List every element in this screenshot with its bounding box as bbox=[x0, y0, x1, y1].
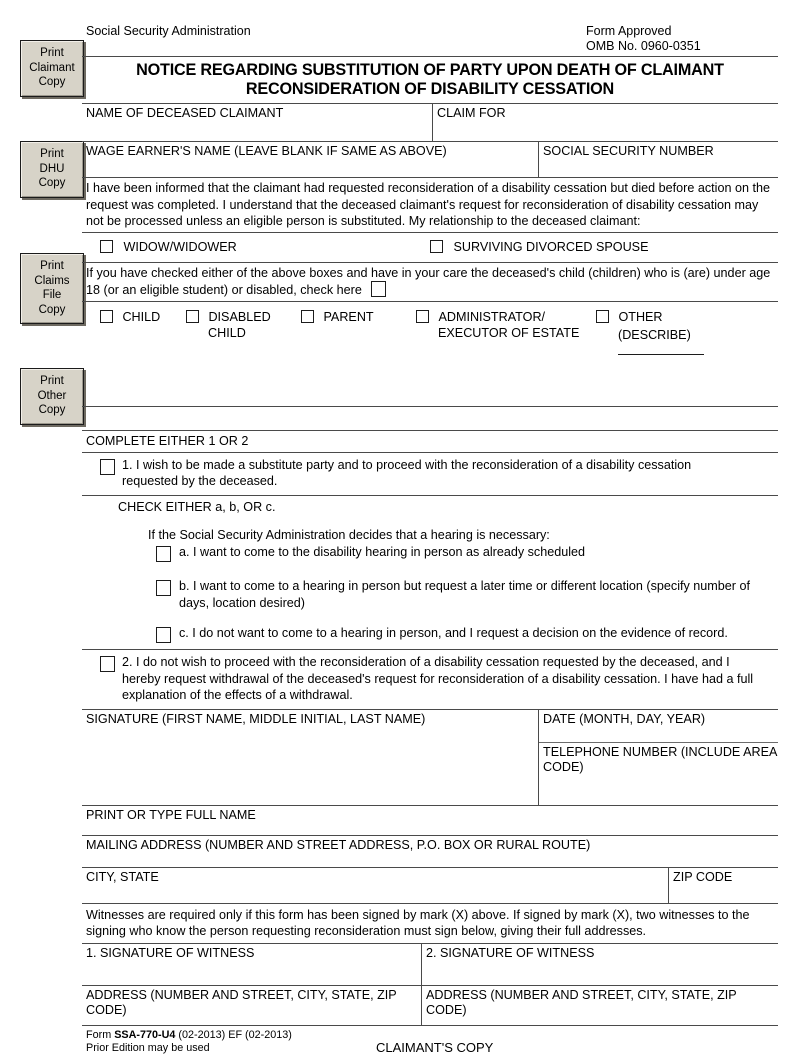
print-claims-file-copy-line-4: Copy bbox=[38, 303, 66, 316]
label-witness-2-signature: 2. SIGNATURE OF WITNESS bbox=[426, 945, 595, 960]
option-b-row bbox=[86, 564, 774, 611]
print-claims-file-copy-line-1: Print bbox=[40, 260, 64, 272]
print-other-copy-line-2: Other bbox=[37, 389, 67, 402]
field-witness-2-address[interactable] bbox=[421, 986, 778, 1025]
print-claims-file-copy-line-3: File bbox=[42, 289, 62, 301]
footer-form-line bbox=[86, 1029, 376, 1042]
label-witness-1-address: ADDRESS (NUMBER AND STREET, CITY, STATE, ZIP CODE) bbox=[86, 987, 397, 1017]
print-claims-file-copy-button[interactable] bbox=[20, 253, 84, 324]
label-mailing-address: MAILING ADDRESS (NUMBER AND STREET ADDRESS, P.O. BOX OR RURAL ROUTE) bbox=[86, 837, 591, 852]
row-wage-earner bbox=[82, 141, 778, 177]
label-city-state: CITY, STATE bbox=[86, 869, 159, 884]
form-approved-label: Form Approved bbox=[586, 24, 672, 38]
option-c-row bbox=[86, 611, 774, 645]
field-date[interactable] bbox=[539, 710, 778, 742]
footer-form-prefix: Form bbox=[86, 1028, 112, 1041]
form-footer bbox=[82, 1025, 778, 1055]
field-zip-code[interactable] bbox=[668, 868, 778, 903]
field-witness-1-address[interactable] bbox=[82, 986, 421, 1025]
form-title-line-1: NOTICE REGARDING SUBSTITUTION OF PARTY UPON DEATH OF CLAIMANT bbox=[136, 61, 724, 79]
print-button-rail bbox=[0, 0, 82, 1035]
field-wage-earners-name[interactable] bbox=[82, 142, 538, 177]
label-print-or-type-full-name: PRINT OR TYPE FULL NAME bbox=[86, 807, 256, 822]
item-1-text: 1. I wish to be made a substitute party and to proceed with the reconsideration of a disability cessation requested by the deceased. bbox=[122, 457, 692, 488]
option-b-checkbox[interactable] bbox=[156, 580, 171, 596]
label-name-of-deceased-claimant: NAME OF DECEASED CLAIMANT bbox=[86, 106, 284, 120]
field-signature[interactable] bbox=[82, 710, 538, 805]
print-other-copy-button[interactable] bbox=[20, 368, 84, 425]
option-c-checkbox-wrap[interactable] bbox=[156, 625, 171, 645]
print-other-copy-line-3: Copy bbox=[38, 404, 66, 416]
checkbox-group-parent[interactable] bbox=[301, 308, 416, 326]
administrator-executor-checkbox[interactable] bbox=[416, 310, 429, 323]
option-b-checkbox-wrap[interactable] bbox=[156, 578, 171, 598]
row-claimant-name bbox=[82, 103, 778, 141]
label-wage-earners-name: WAGE EARNER'S NAME (LEAVE BLANK IF SAME AS ABOVE) bbox=[86, 144, 447, 158]
row-witness-signatures bbox=[82, 943, 778, 985]
disabled-child-label-2: CHILD bbox=[208, 325, 246, 340]
print-dhu-copy-line-2: DHU bbox=[39, 162, 65, 175]
surviving-divorced-spouse-checkbox[interactable] bbox=[430, 240, 443, 253]
option-c-text: c. I do not want to come to a hearing in person, and I request a decision on the evidence of record. bbox=[179, 626, 728, 640]
complete-either-heading bbox=[82, 430, 778, 452]
label-social-security-number: SOCIAL SECURITY NUMBER bbox=[543, 144, 714, 158]
checkbox-group-surviving-divorced-spouse[interactable] bbox=[430, 238, 648, 256]
field-mailing-address[interactable] bbox=[82, 835, 778, 867]
widow-widower-checkbox[interactable] bbox=[100, 240, 113, 253]
ssa-form-770-u4 bbox=[82, 24, 778, 1055]
child-in-care-note bbox=[82, 262, 778, 301]
item-1-checkbox[interactable] bbox=[100, 459, 115, 475]
print-dhu-copy-line-3: Copy bbox=[38, 177, 66, 189]
hearing-intro-text: If the Social Security Administration decides that a hearing is necessary: bbox=[148, 527, 550, 542]
widow-widower-label: WIDOW/WIDOWER bbox=[123, 239, 237, 254]
spacer-band bbox=[82, 370, 778, 406]
parent-label: PARENT bbox=[323, 309, 374, 324]
row-signature-date bbox=[82, 709, 778, 805]
option-c-checkbox[interactable] bbox=[156, 627, 171, 643]
witness-instruction bbox=[82, 903, 778, 943]
print-other-copy-line-1: Print bbox=[40, 375, 64, 387]
footer-form-suffix: (02-2013) EF (02-2013) bbox=[178, 1028, 292, 1041]
other-describe-input-line[interactable] bbox=[618, 354, 704, 355]
row-witness-addresses bbox=[82, 985, 778, 1025]
relationship-secondary-row bbox=[82, 301, 778, 370]
checkbox-group-widow-widower[interactable] bbox=[86, 238, 430, 256]
print-claimant-copy-line-1: Print bbox=[40, 47, 64, 59]
label-witness-1-signature: 1. SIGNATURE OF WITNESS bbox=[86, 945, 255, 960]
item-1-row bbox=[82, 452, 778, 495]
label-zip-code: ZIP CODE bbox=[673, 869, 733, 884]
statement-paragraph bbox=[82, 177, 778, 232]
print-dhu-copy-button[interactable] bbox=[20, 141, 84, 198]
parent-checkbox[interactable] bbox=[301, 310, 314, 323]
print-claimant-copy-line-3: Copy bbox=[38, 76, 66, 88]
print-claims-file-copy-line-2: Claims bbox=[34, 274, 70, 287]
field-witness-2-signature[interactable] bbox=[421, 944, 778, 985]
footer-copy-label: CLAIMANT'S COPY bbox=[376, 1039, 494, 1055]
form-title-line-2: RECONSIDERATION OF DISABILITY CESSATION bbox=[245, 80, 615, 98]
form-title bbox=[82, 56, 778, 103]
checkbox-group-child[interactable] bbox=[100, 308, 186, 326]
relationship-primary-row bbox=[82, 232, 778, 262]
form-header bbox=[82, 24, 778, 56]
complete-either-text: COMPLETE EITHER 1 OR 2 bbox=[86, 433, 249, 448]
blank-row-above-complete-either bbox=[82, 406, 778, 430]
checkbox-group-other-describe[interactable] bbox=[596, 308, 778, 362]
check-either-heading: CHECK EITHER a, b, OR c. bbox=[118, 499, 276, 514]
field-witness-1-signature[interactable] bbox=[82, 944, 421, 985]
print-claimant-copy-button[interactable] bbox=[20, 40, 84, 97]
statement-text: I have been informed that the claimant had requested reconsideration of a disability cessation but died before action on the request was completed. I understand that the deceased claimant's request for reconsideration of disability cessation may not be processed unless an eligible person is substituted. My relationship to the deceased claimant: bbox=[86, 181, 770, 228]
print-dhu-copy-line-1: Print bbox=[40, 148, 64, 160]
field-city-state[interactable] bbox=[82, 868, 668, 903]
field-name-of-deceased-claimant[interactable] bbox=[82, 104, 432, 141]
child-in-care-checkbox[interactable] bbox=[371, 281, 386, 297]
child-in-care-text: If you have checked either of the above boxes and have in your care the deceased's child (children) who is (are) under age 18 (or an eligible student) or disabled, check here bbox=[86, 265, 771, 297]
footer-prior-edition: Prior Edition may be used bbox=[86, 1041, 210, 1054]
agency-name: Social Security Administration bbox=[86, 24, 251, 38]
option-a-row bbox=[86, 543, 774, 564]
label-telephone: TELEPHONE NUMBER (INCLUDE AREA CODE) bbox=[543, 744, 777, 774]
surviving-divorced-spouse-label: SURVIVING DIVORCED SPOUSE bbox=[453, 239, 649, 254]
item-2-row bbox=[82, 649, 778, 709]
witness-instruction-text: Witnesses are required only if this form has been signed by mark (X) above. If signed by mark (X), two witnesses to the signing who know the person requesting reconsideration must sign below, giving their full addresses. bbox=[86, 907, 750, 938]
checkbox-group-administrator-executor[interactable] bbox=[416, 308, 596, 341]
row-city-state-zip bbox=[82, 867, 778, 903]
disabled-child-checkbox[interactable] bbox=[186, 310, 199, 323]
other-describe-checkbox[interactable] bbox=[596, 310, 609, 323]
item-2-checkbox[interactable] bbox=[100, 656, 115, 672]
footer-form-number: SSA-770-U4 bbox=[114, 1028, 176, 1041]
disabled-child-label: DISABLED bbox=[208, 309, 271, 324]
option-b-text: b. I want to come to a hearing in person but request a later time or different location (specify number of days, location desired) bbox=[179, 579, 750, 610]
field-print-or-type-full-name[interactable] bbox=[82, 805, 778, 835]
option-a-checkbox-wrap[interactable] bbox=[156, 544, 171, 564]
checkbox-group-disabled-child[interactable] bbox=[186, 308, 301, 341]
check-either-block bbox=[82, 495, 778, 650]
administrator-executor-label: ADMINISTRATOR/ bbox=[438, 309, 546, 324]
item-2-text: 2. I do not wish to proceed with the reconsideration of a disability cessation requested by the deceased, and I hereby request withdrawal of the deceased's request for reconsideration of a disability cessation. I have had a full explanation of the effects of a withdrawal. bbox=[122, 655, 754, 702]
label-signature: SIGNATURE (FIRST NAME, MIDDLE INITIAL, LAST NAME) bbox=[86, 711, 426, 726]
item-2-checkbox-wrap[interactable] bbox=[86, 654, 115, 674]
field-telephone[interactable] bbox=[539, 742, 778, 806]
label-witness-2-address: ADDRESS (NUMBER AND STREET, CITY, STATE, ZIP CODE) bbox=[426, 987, 737, 1017]
option-a-text: a. I want to come to the disability hearing in person as already scheduled bbox=[179, 545, 586, 559]
date-telephone-stack bbox=[538, 710, 778, 805]
item-1-checkbox-wrap[interactable] bbox=[86, 457, 115, 477]
field-claim-for[interactable] bbox=[432, 104, 778, 141]
other-describe-label-2: (DESCRIBE) bbox=[618, 327, 691, 342]
other-describe-label: OTHER bbox=[618, 309, 663, 324]
print-claimant-copy-line-2: Claimant bbox=[29, 61, 75, 74]
child-label: CHILD bbox=[122, 309, 161, 324]
field-social-security-number[interactable] bbox=[538, 142, 778, 177]
child-checkbox[interactable] bbox=[100, 310, 113, 323]
label-claim-for: CLAIM FOR bbox=[437, 106, 506, 120]
administrator-executor-label-2: EXECUTOR OF ESTATE bbox=[438, 325, 580, 340]
omb-number: OMB No. 0960-0351 bbox=[586, 39, 701, 53]
option-a-checkbox[interactable] bbox=[156, 546, 171, 562]
label-date: DATE (MONTH, DAY, YEAR) bbox=[543, 711, 706, 726]
